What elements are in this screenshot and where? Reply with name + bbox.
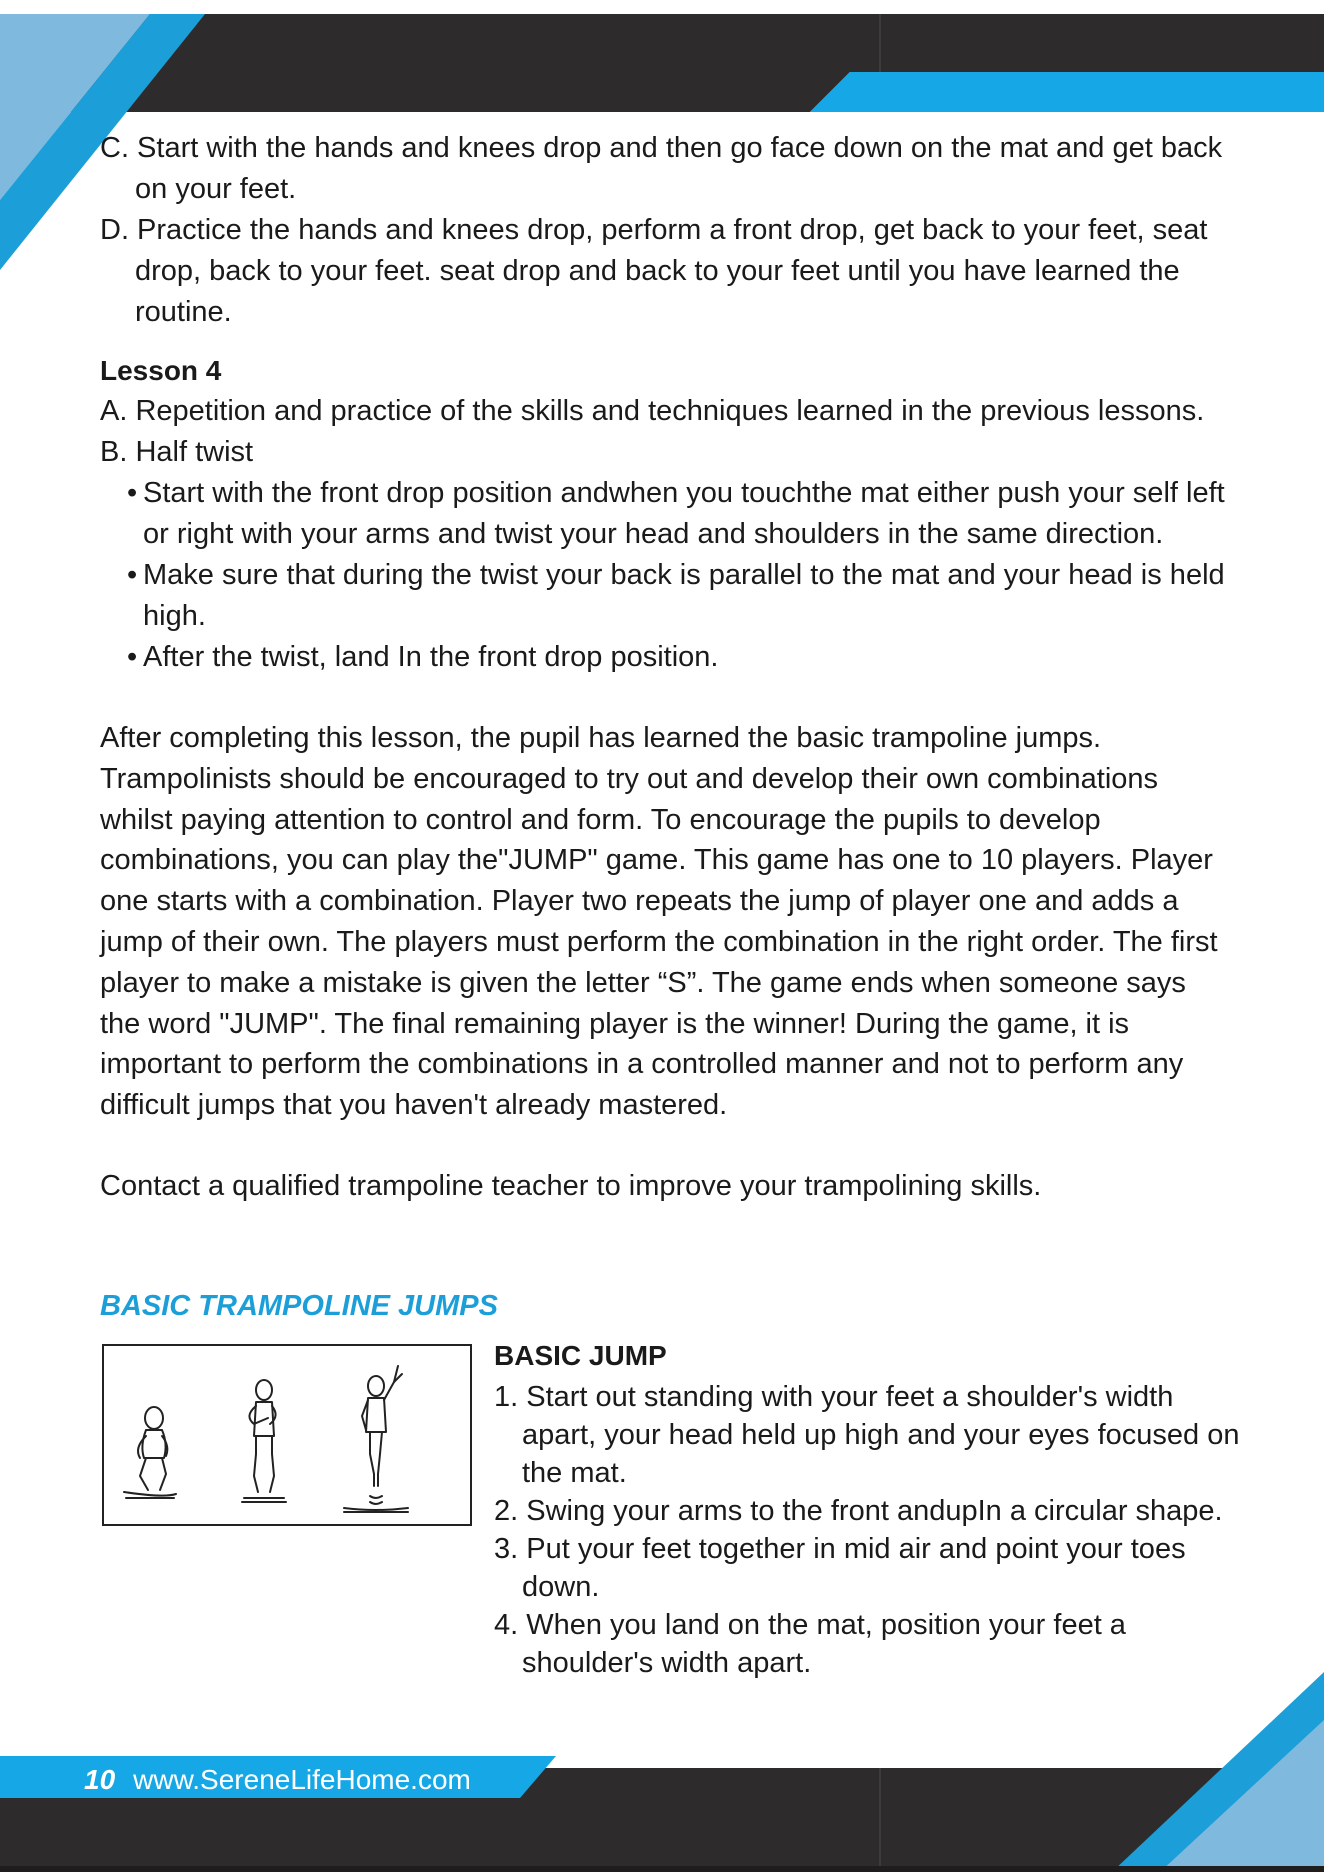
lesson-item-b: B. Half twist <box>100 436 254 468</box>
lesson-heading: Lesson 4 <box>100 355 222 386</box>
bullet-item: • After the twist, land In the front drop position. <box>100 637 1230 678</box>
basic-jump-steps <box>494 1378 1254 1682</box>
page-number: 10 <box>84 1764 116 1795</box>
page-content <box>100 128 1230 1207</box>
bullet-item: • Start with the front drop position andwhen you touchthe mat either push your self left or right with your arms and twist your head and shoulders in the same direction. <box>100 473 1230 555</box>
list-item-d: D. Practice the hands and knees drop, perform a front drop, get back to your feet, seat drop, back to your feet. seat drop and back to your feet until you have learned the routine. <box>100 214 1208 328</box>
jump-illustration <box>102 1344 472 1526</box>
basic-jump-heading: BASIC JUMP <box>494 1340 667 1371</box>
basic-jump-section <box>494 1336 1254 1682</box>
contact-paragraph: Contact a qualified trampoline teacher to improve your trampolining skills. <box>100 1169 1042 1202</box>
step-item: 3. Put your feet together in mid air and point your toes down. <box>494 1533 1186 1603</box>
lesson-item-a: A. Repetition and practice of the skills and techniques learned in the previous lessons. <box>100 395 1205 427</box>
bullet-item: • Make sure that during the twist your back is parallel to the mat and your head is held high. <box>100 555 1230 637</box>
jumper-figures-image <box>104 1346 470 1524</box>
jumper-figure-air <box>344 1366 408 1512</box>
step-item: 2. Swing your arms to the front andupIn a circular shape. <box>494 1495 1223 1527</box>
step-item: 4. When you land on the mat, position your feet a shoulder's width apart. <box>494 1609 1126 1679</box>
step-item: 1. Start out standing with your feet a shoulder's width apart, your head held up high and your eyes focused on the mat. <box>494 1381 1240 1489</box>
list-item-c: C. Start with the hands and knees drop and then go face down on the mat and get back on your feet. <box>100 132 1223 205</box>
website-url[interactable]: www.SereneLifeHome.com <box>133 1764 471 1795</box>
body-paragraph: After completing this lesson, the pupil has learned the basic trampoline jumps. Trampolinists should be encouraged to try out and develop their own combinations whilst paying attention to control and form. To encourage the pupils to develop combinations, you can play the"JUMP" game. This game has one to 10 players. Player one starts with a combination. Player two repeats the jump of player one and adds a jump of their own. The players must perform the combination in the right order. The first player to make a mistake is given the letter “S”. The game ends when someone says the word "JUMP". The final remaining player is the winner! During the game, it is important to perform the combinations in a controlled manner and not to perform any difficult jumps that you haven't already mastered. <box>100 722 1218 1122</box>
jumper-figure-crouch <box>124 1407 176 1498</box>
header-blue-stripe <box>810 72 1324 112</box>
footer <box>84 1760 471 1800</box>
footer-bottom-edge <box>0 1866 1324 1872</box>
jumper-figure-swing <box>242 1380 286 1502</box>
section-title: BASIC TRAMPOLINE JUMPS <box>100 1290 498 1322</box>
